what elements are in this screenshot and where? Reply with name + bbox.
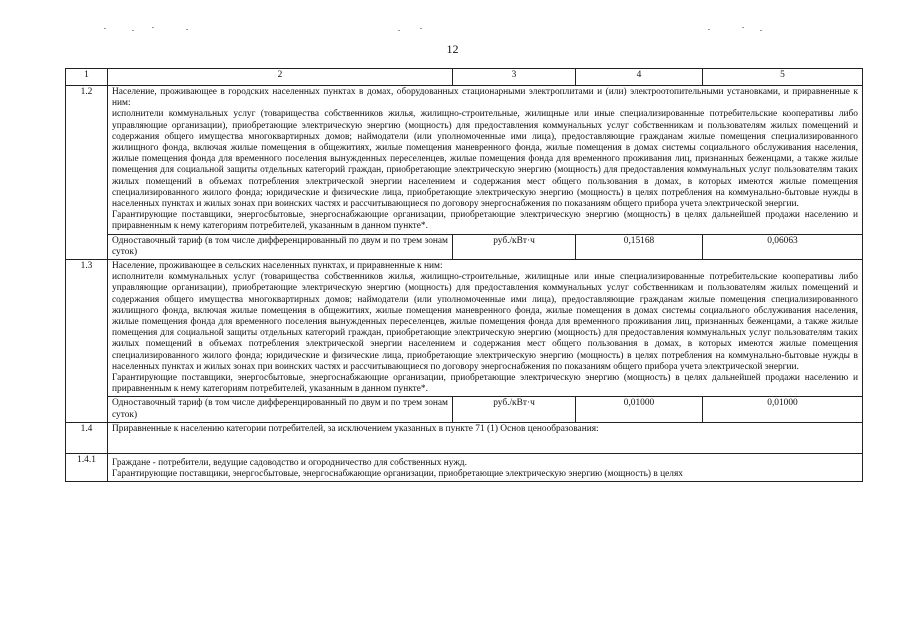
paragraph: исполнители коммунальных услуг (товарищества собственников жилья, жилищно-строительные, жилищные или иные специализированные потребительские кооперативы либо управляющие организации), приобретающие электрическую энергию (мощность) для предоставления коммунальных услуг собственникам и пользователям жилых помещений и содержания общего имущества многоквартирных домов; наймодатели (или уполномоченные ими лица), предоставляющие гражданам жилые помещения специализированного жилищного фонда, включая жилые помещения в общежитиях, жилые помещения маневренного фонда, жилые помещения в домах системы социального обслуживания населения, жилые помещения фонда для временного поселения вынужденных переселенцев, жилые помещения фонда для временного проживания лиц, признанных беженцами, а также жилые помещения для социальной защиты отдельных категорий граждан, приобретающие электрическую энергию (мощность) для предоставления коммунальных услуг пользователям таких жилых помещений в объемах потребления электрической энергии населением и содержания мест общего пользования в домах, в которых имеются жилые помещения специализированного жилого фонда; юридические и физические лица, приобретающие электрическую энергию (мощность) в целях потребления на коммунально-бытовые нужды в населенных пунктах и жилых зонах при воинских частях и рассчитывающиеся по договору энергоснабжения по показаниям общего прибора учета электрической энергии.: [112, 272, 858, 372]
scan-noise: [0, 26, 905, 34]
tariff-value: 0,06063: [703, 234, 863, 259]
row-description: [108, 260, 863, 397]
table-row: [66, 260, 863, 397]
header-row: [66, 69, 863, 86]
paragraph: Население, проживающее в сельских населенных пунктах, и приравненные к ним:: [112, 261, 443, 272]
paragraph: Гарантирующие поставщики, энергосбытовые, энергоснабжающие организации, приобретающие электрическую энергию (мощность) в целях дальнейшей продажи населению и приравненным к нему категориям потребителей, указанным в данном пункте*.: [112, 373, 858, 395]
header-cell-1: 1: [66, 69, 108, 86]
tariff-value: 0,15168: [576, 234, 703, 259]
table-row: [66, 453, 863, 481]
paragraph: исполнители коммунальных услуг (товарищества собственников жилья, жилищно-строительные, жилищные или иные специализированные потребительские кооперативы либо управляющие организации), приобретающие электрическую энергию (мощность) для предоставления коммунальных услуг собственникам и пользователям жилых помещений и содержания общего имущества многоквартирных домов; наймодатели (или уполномоченные ими лица), предоставляющие гражданам жилые помещения специализированного жилищного фонда, включая жилые помещения в общежитиях, жилые помещения маневренного фонда, жилые помещения в домах системы социального обслуживания населения, жилые помещения фонда для временного поселения вынужденных переселенцев, жилые помещения фонда для временного проживания лиц, признанных беженцами, а также жилые помещения для социальной защиты отдельных категорий граждан, приобретающие электрическую энергию (мощность) для предоставления коммунальных услуг пользователям таких жилых помещений в объемах потребления электрической энергии населением и содержания мест общего пользования в домах, в которых имеются жилые помещения специализированного жилого фонда; юридические и физические лица, приобретающие электрическую энергию (мощность) в целях потребления на коммунально-бытовые нужды в населенных пунктах и жилых зонах при воинских частях и рассчитывающиеся по договору энергоснабжения по показаниям общего прибора учета электрической энергии.: [112, 109, 858, 210]
tariff-row: [66, 397, 863, 422]
header-cell-4: 4: [576, 69, 703, 86]
paragraph: Граждане - потребители, ведущие садоводство и огородничество для собственных нужд.: [112, 457, 467, 468]
tariff-value: 0,01000: [576, 397, 703, 422]
tariff-unit: руб./кВт·ч: [453, 397, 576, 422]
tariff-value: 0,01000: [703, 397, 863, 422]
paragraph: Гарантирующие поставщики, энергосбытовые, энергоснабжающие организации, приобретающие электрическую энергию (мощность) в целях дальнейшей продажи населению и приравненным к нему категориям потребителей, указанным в данном пункте*.: [112, 210, 858, 232]
tariff-unit: руб./кВт·ч: [453, 234, 576, 259]
tariff-table: [65, 68, 863, 482]
row-number: 1.2: [66, 86, 108, 260]
row-number: 1.4.1: [66, 453, 108, 481]
header-cell-5: 5: [703, 69, 863, 86]
row-number: 1.4: [66, 422, 108, 453]
row-description: [108, 86, 863, 235]
row-description: Приравненные к населению категории потребителей, за исключением указанных в пункте 71 (1) Основ ценообразования:: [108, 422, 863, 453]
row-number: 1.3: [66, 260, 108, 423]
header-cell-2: 2: [108, 69, 453, 86]
table-row: [66, 422, 863, 453]
tariff-row: [66, 234, 863, 259]
tariff-label: Одноставочный тариф (в том числе дифференцированный по двум и по трем зонам суток): [108, 397, 453, 422]
page-number: 12: [446, 42, 459, 56]
tariff-label: Одноставочный тариф (в том числе дифференцированный по двум и по трем зонам суток): [108, 234, 453, 259]
table-row: [66, 86, 863, 235]
paragraph: Гарантирующие поставщики, энергосбытовые, энергоснабжающие организации, приобретающие электрическую энергию (мощность) в целях: [112, 469, 683, 480]
header-cell-3: 3: [453, 69, 576, 86]
row-description: [108, 453, 863, 481]
paragraph: Население, проживающее в городских населенных пунктах в домах, оборудованных стационарными электроплитами и (или) электроотопительными установками, и приравненные к ним:: [112, 87, 858, 109]
